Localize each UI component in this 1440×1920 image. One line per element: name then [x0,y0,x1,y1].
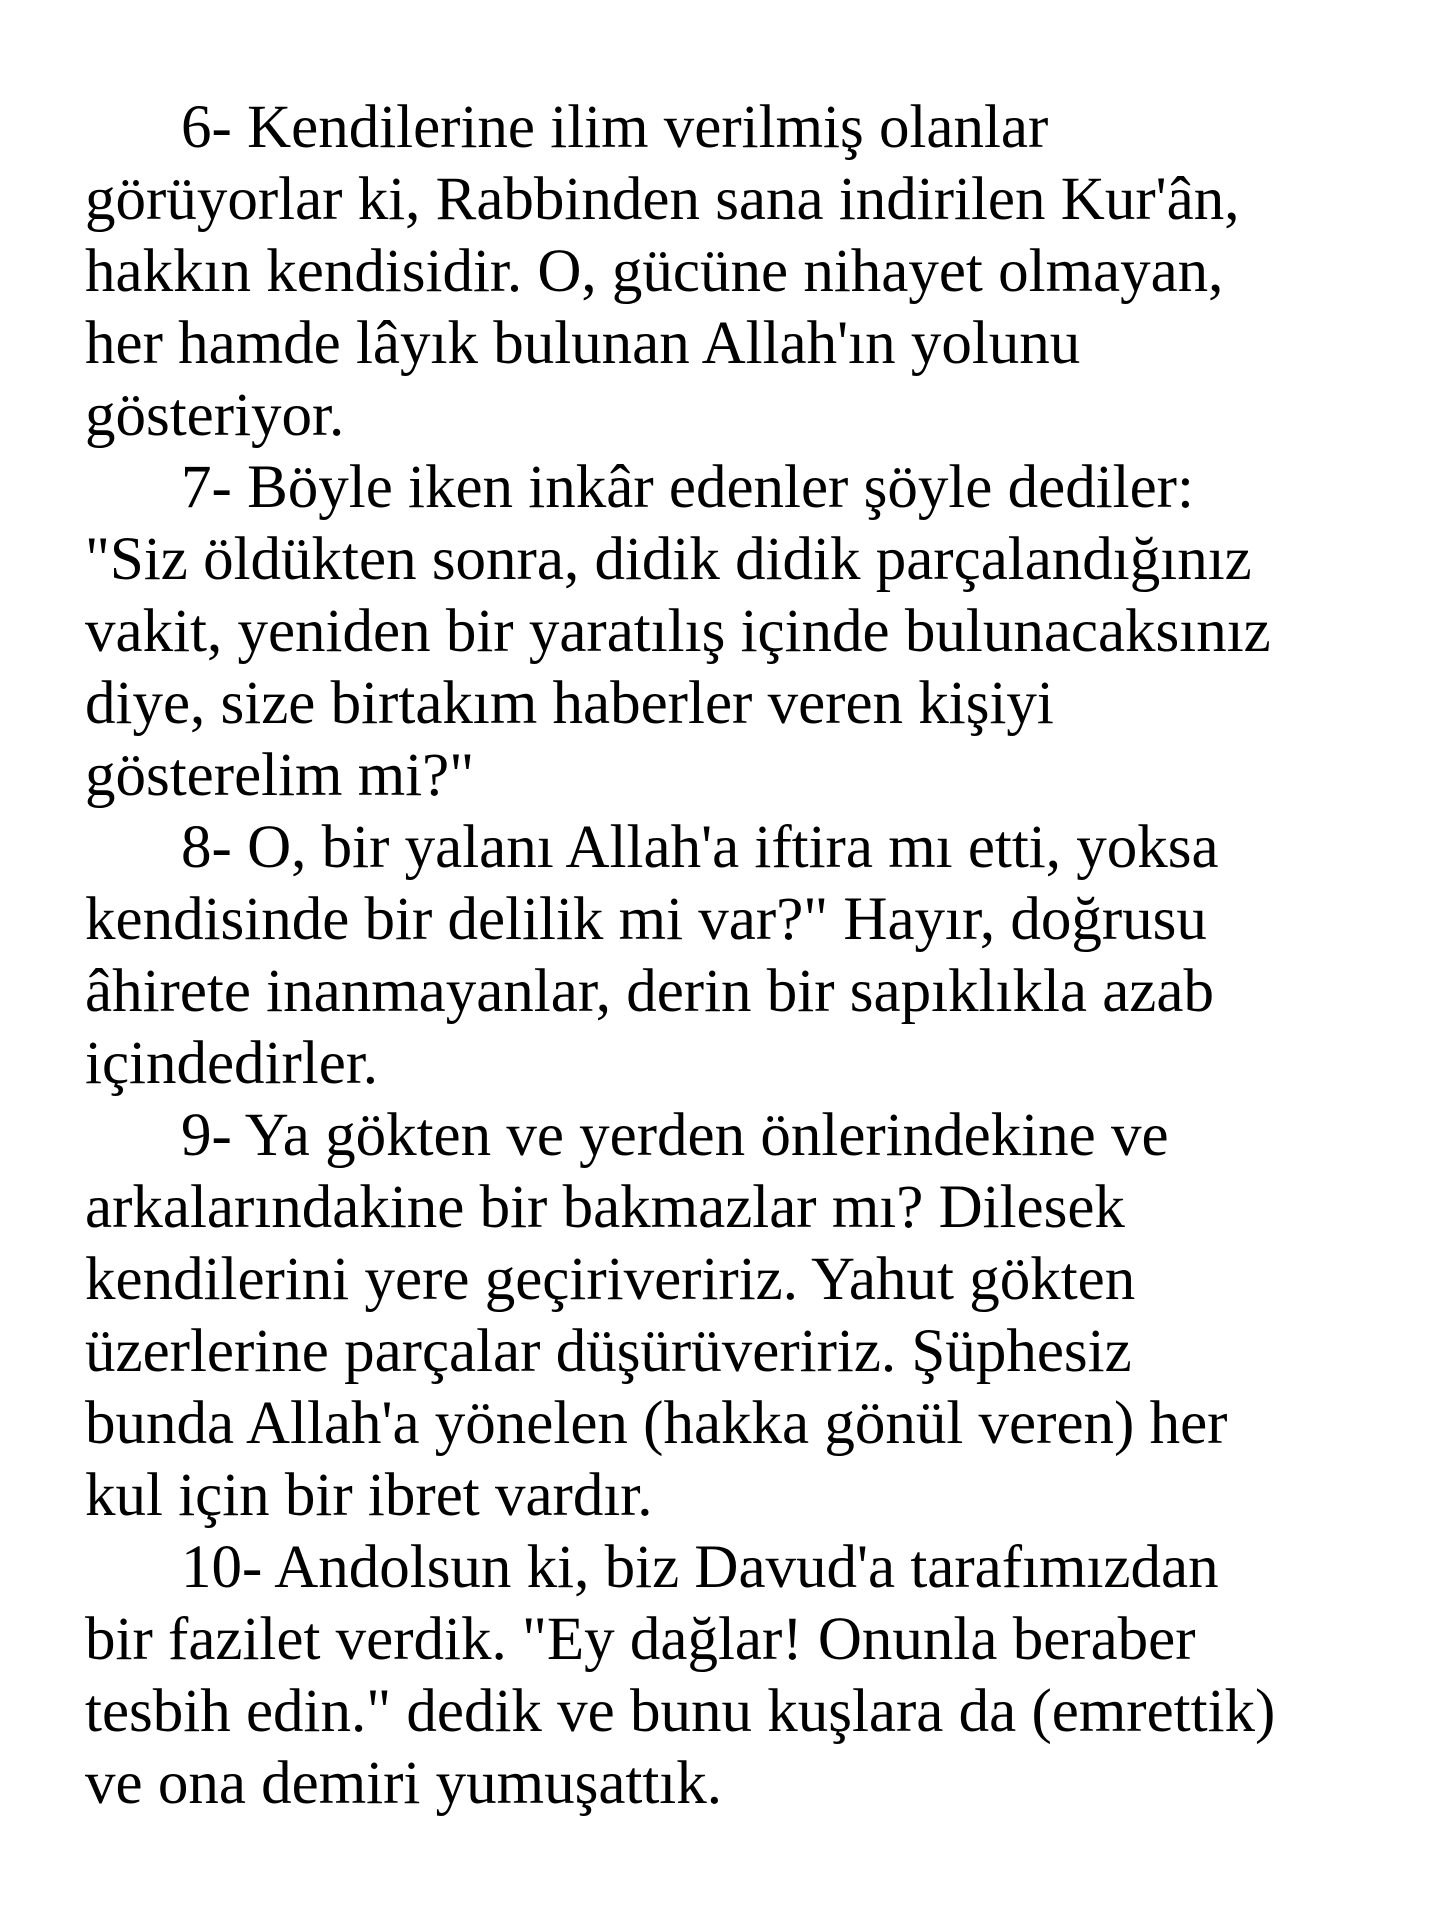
text-line: 10- Andolsun ki, biz Davud'a tarafımızdan [181,1534,1219,1601]
text-line: üzerlerine parçalar düşürüveririz. Şüphesiz [85,1318,1132,1385]
text-line: bunda Allah'a yönelen (hakka gönül veren) her [85,1390,1228,1457]
text-line: diye, size birtakım haberler veren kişiyi [85,670,1054,737]
paragraph-verse-8 [85,812,1385,1100]
text-line: vakit, yeniden bir yaratılış içinde bulunacaksınız [85,598,1271,665]
text-line: içindedirler. [85,1030,379,1097]
text-line: 7- Böyle iken inkâr edenler şöyle dediler: [181,454,1194,521]
paragraph-verse-10 [85,1532,1385,1820]
text-line: 8- O, bir yalanı Allah'a iftira mı etti, yoksa [181,814,1219,881]
text-line: görüyorlar ki, Rabbinden sana indirilen Kur'ân, [85,166,1240,233]
text-line: âhirete inanmayanlar, derin bir sapıklıkla azab [85,958,1214,1025]
text-line: ve ona demiri yumuşattık. [85,1750,722,1817]
text-line: kendisinde bir delilik mi var?" Hayır, doğrusu [85,886,1207,953]
text-line: hakkın kendisidir. O, gücüne nihayet olmayan, [85,238,1224,305]
text-line: 6- Kendilerine ilim verilmiş olanlar [181,94,1049,161]
text-line: kendilerini yere geçiriveririz. Yahut gökten [85,1246,1136,1313]
text-line: her hamde lâyık bulunan Allah'ın yolunu [85,310,1081,377]
text-line: gösteriyor. [85,382,345,449]
text-line: tesbih edin." dedik ve bunu kuşlara da (emrettik) [85,1678,1276,1745]
text-line: bir fazilet verdik. "Ey dağlar! Onunla beraber [85,1606,1196,1673]
text-line: arkalarındakine bir bakmazlar mı? Dilesek [85,1174,1125,1241]
text-line: 9- Ya gökten ve yerden önlerindekine ve [181,1102,1169,1169]
paragraph-verse-9 [85,1100,1385,1532]
text-line: kul için bir ibret vardır. [85,1462,653,1529]
document-page [85,92,1385,1820]
text-line: gösterelim mi?" [85,742,475,809]
paragraph-verse-6 [85,92,1385,452]
text-line: "Siz öldükten sonra, didik didik parçalandığınız [85,526,1252,593]
paragraph-verse-7 [85,452,1385,812]
